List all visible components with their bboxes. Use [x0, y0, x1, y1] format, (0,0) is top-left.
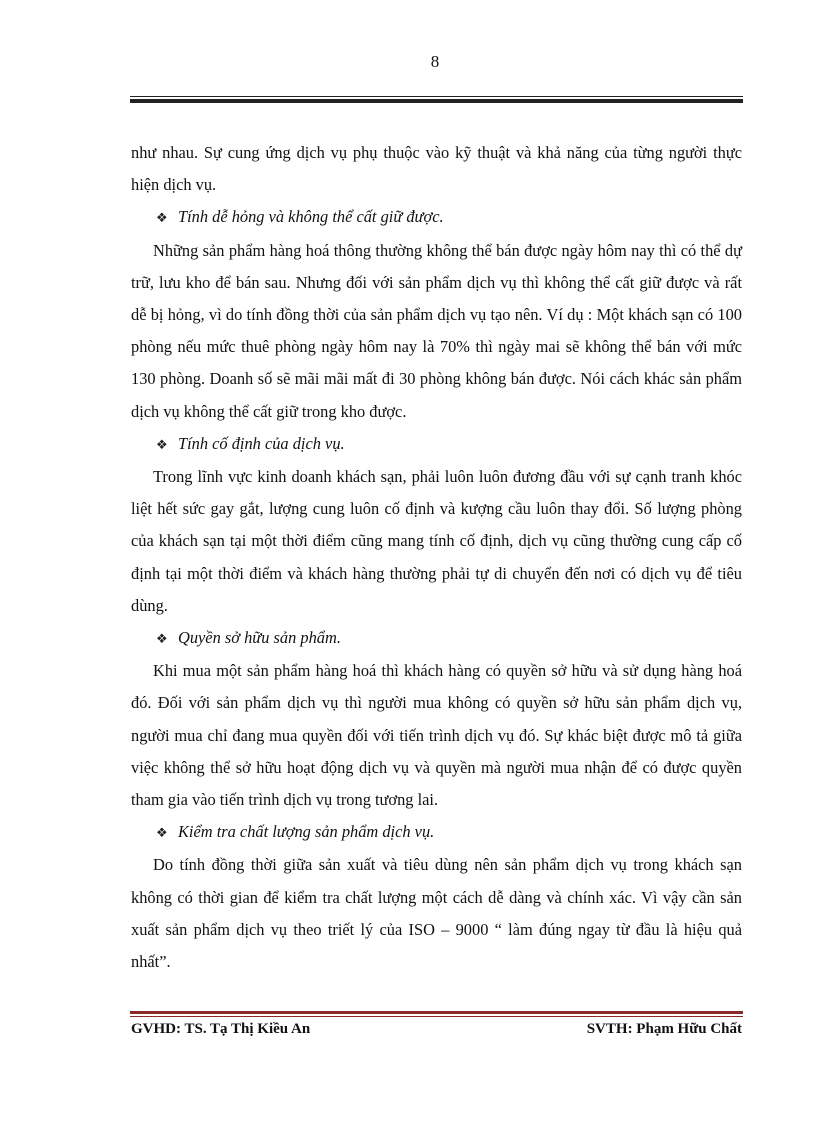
section-heading-text: Quyền sở hữu sản phẩm.: [178, 628, 341, 648]
paragraph-continuation: như nhau. Sự cung ứng dịch vụ phụ thuộc vào kỹ thuật và khả năng của từng người thực hiện dịch vụ.: [131, 143, 742, 195]
diamond-bullet-icon: ❖: [156, 825, 168, 841]
section-heading-text: Tính dễ hỏng và không thể cất giữ được.: [178, 207, 444, 227]
section-heading-text: Kiểm tra chất lượng sản phẩm dịch vụ.: [178, 822, 435, 842]
section-heading-ownership: [131, 622, 742, 655]
page-body: [131, 137, 742, 978]
footer-divider: [130, 1011, 743, 1017]
diamond-bullet-icon: ❖: [156, 210, 168, 226]
paragraph-perishability: Những sản phẩm hàng hoá thông thường không thể bán được ngày hôm nay thì có thể dự trữ, lưu kho để bán sau. Nhưng đối với sản phẩm dịch vụ thì không thể cất giữ được và rất dễ bị hỏng, vì do tính đồng thời của sản phẩm dịch vụ tạo nên. Ví dụ : Một khách sạn có 100 phòng nếu mức thuê phòng ngày hôm nay là 70% thì ngày mai sẽ không thể bán với mức 130 phòng. Doanh số sẽ mãi mãi mất đi 30 phòng không bán được. Nói cách khác sản phẩm dịch vụ không thể cất giữ trong kho được.: [131, 240, 742, 421]
paragraph-quality-control: Do tính đồng thời giữa sản xuất và tiêu dùng nên sản phẩm dịch vụ trong khách sạn không có thời gian để kiểm tra chất lượng một cách dễ dàng và chính xác. Vì vậy cần sản xuất sản phẩm dịch vụ theo triết lý của ISO – 9000 “ làm đúng ngay từ đầu là hiệu quả nhất”.: [131, 855, 742, 972]
diamond-bullet-icon: ❖: [156, 631, 168, 647]
section-heading-text: Tính cố định của dịch vụ.: [178, 433, 345, 453]
section-heading-perishability: [131, 201, 742, 234]
section-heading-quality-control: [131, 816, 742, 849]
paragraph-fixedness: Trong lĩnh vực kinh doanh khách sạn, phải luôn luôn đương đầu với sự cạnh tranh khóc liệt hết sức gay gắt, lượng cung luôn cố định và kượng cầu luôn thay đổi. Số lượng phòng của khách sạn tại một thời điểm cũng mang tính cố định, dịch vụ cũng thường cung cấp cố định tại một thời điểm và khách hàng thường phải tự di chuyển đến nơi có dịch vụ để tiêu dùng.: [131, 467, 742, 615]
footer-student: SVTH: Phạm Hữu Chất: [586, 1021, 742, 1037]
header-divider-thin-line: [130, 96, 743, 97]
header-divider: [130, 96, 743, 103]
footer-supervisor: GVHD: TS. Tạ Thị Kiều An: [131, 1021, 311, 1037]
page-number: 8: [430, 52, 440, 71]
paragraph-ownership: Khi mua một sản phẩm hàng hoá thì khách hàng có quyền sở hữu và sử dụng hàng hoá đó. Đối với sản phẩm dịch vụ thì người mua không có quyền sở hữu sản phẩm dịch vụ, người mua chỉ đang mua quyền đối với tiến trình dịch vụ đó. Sự khác biệt được mô tả giữa việc không thể sở hữu hoạt động dịch vụ và quyền mà người mua nhận để có được quyền tham gia vào tiến trình dịch vụ trong tương lai.: [131, 661, 742, 810]
header-divider-thick-line: [130, 99, 743, 103]
section-heading-fixedness: [131, 428, 742, 461]
footer-divider-thick-line: [130, 1011, 743, 1014]
footer-divider-thin-line: [130, 1016, 743, 1017]
diamond-bullet-icon: ❖: [156, 436, 168, 452]
